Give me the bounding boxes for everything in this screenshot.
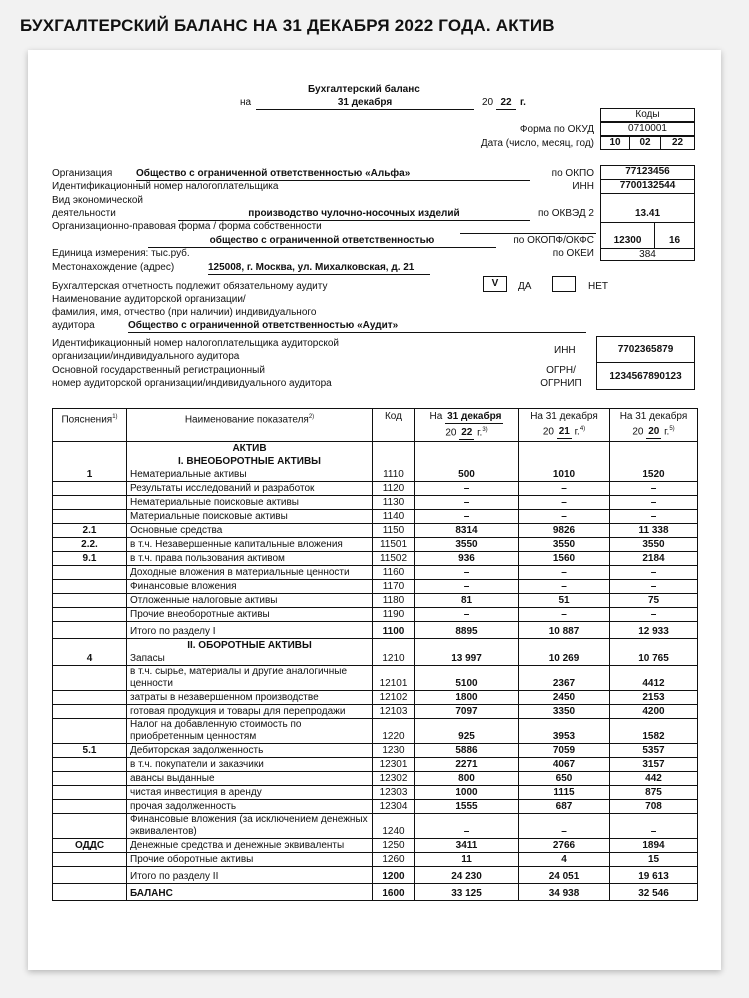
row-code: 11502 bbox=[373, 552, 415, 566]
row-value-2021: – bbox=[519, 608, 610, 622]
balance-table bbox=[52, 408, 698, 901]
ogrn-short-1: ОГРН/ bbox=[546, 365, 576, 376]
row-code: 1120 bbox=[373, 482, 415, 496]
row-value-2020: 4200 bbox=[610, 705, 698, 719]
row-value-2020: 708 bbox=[610, 800, 698, 814]
row-note bbox=[53, 510, 127, 524]
table-row bbox=[53, 482, 698, 496]
table-row bbox=[53, 839, 698, 853]
row-note bbox=[53, 580, 127, 594]
row-note bbox=[53, 639, 127, 653]
row-code: 1150 bbox=[373, 524, 415, 538]
unit-label: Единица измерения: тыс.руб. bbox=[52, 248, 190, 259]
row-code: 1200 bbox=[373, 867, 415, 884]
row-note: 1 bbox=[53, 468, 127, 482]
table-row bbox=[53, 744, 698, 758]
row-note bbox=[53, 442, 127, 456]
row-name: Прочие внеоборотные активы bbox=[127, 608, 373, 622]
location-label: Местонахождение (адрес) bbox=[52, 262, 175, 273]
row-note bbox=[53, 594, 127, 608]
row-note bbox=[53, 884, 127, 901]
row-value-2022: – bbox=[415, 566, 519, 580]
row-note bbox=[53, 482, 127, 496]
row-value-2022: 8895 bbox=[415, 622, 519, 639]
row-code: 12303 bbox=[373, 786, 415, 800]
row-note: ОДДС bbox=[53, 839, 127, 853]
row-value-2022: 500 bbox=[415, 468, 519, 482]
form-year-suffix: г. bbox=[520, 97, 526, 108]
okei-label: по ОКЕИ bbox=[552, 248, 594, 259]
row-note: 2.2. bbox=[53, 538, 127, 552]
row-value-2020: 1520 bbox=[610, 468, 698, 482]
table-row bbox=[53, 666, 698, 691]
row-name: в т.ч. права пользования активом bbox=[127, 552, 373, 566]
row-note bbox=[53, 814, 127, 839]
okei-value: 384 bbox=[600, 248, 695, 261]
row-value-2021: 3350 bbox=[519, 705, 610, 719]
row-value-2020: 11 338 bbox=[610, 524, 698, 538]
row-name: АКТИВ bbox=[127, 442, 373, 456]
codes-header: Коды bbox=[600, 108, 695, 122]
row-note: 2.1 bbox=[53, 524, 127, 538]
row-name: Налог на добавленную стоимость по приобретенным ценностям bbox=[127, 719, 373, 744]
table-row bbox=[53, 814, 698, 839]
audit-yes-label: ДА bbox=[518, 281, 532, 292]
location-value: 125008, г. Москва, ул. Михалковская, д. 21 bbox=[208, 262, 430, 275]
row-note: 5.1 bbox=[53, 744, 127, 758]
row-code: 1210 bbox=[373, 652, 415, 666]
row-value-2022: 3411 bbox=[415, 839, 519, 853]
row-note bbox=[53, 608, 127, 622]
table-row bbox=[53, 758, 698, 772]
row-value-2022: – bbox=[415, 814, 519, 839]
table-row bbox=[53, 719, 698, 744]
row-name: Материальные поисковые активы bbox=[127, 510, 373, 524]
okud-value: 0710001 bbox=[600, 122, 695, 136]
activity-label-2: деятельности bbox=[52, 208, 116, 219]
row-value-2020: 2153 bbox=[610, 691, 698, 705]
row-value-2021: 51 bbox=[519, 594, 610, 608]
row-code bbox=[373, 442, 415, 456]
row-code: 1260 bbox=[373, 853, 415, 867]
row-value-2022: – bbox=[415, 510, 519, 524]
row-value-2022 bbox=[415, 455, 519, 468]
row-value-2021: 1560 bbox=[519, 552, 610, 566]
row-value-2020: 12 933 bbox=[610, 622, 698, 639]
row-value-2020: 10 765 bbox=[610, 652, 698, 666]
row-name: Отложенные налоговые активы bbox=[127, 594, 373, 608]
form-on-label: на bbox=[240, 97, 252, 108]
row-code: 1250 bbox=[373, 839, 415, 853]
ogrn-value: 1234567890123 bbox=[596, 362, 695, 390]
okved-value: 13.41 bbox=[600, 193, 695, 223]
row-value-2022: – bbox=[415, 496, 519, 510]
row-value-2021: 2367 bbox=[519, 666, 610, 691]
row-name: в т.ч. покупатели и заказчики bbox=[127, 758, 373, 772]
auditor-value: Общество с ограниченной ответственностью «Аудит» bbox=[128, 320, 586, 333]
audit-no-checkbox[interactable] bbox=[552, 276, 576, 292]
table-row bbox=[53, 622, 698, 639]
row-code: 1230 bbox=[373, 744, 415, 758]
okopf-label: по ОКОПФ/ОКФС bbox=[513, 235, 594, 246]
row-note bbox=[53, 691, 127, 705]
table-row bbox=[53, 468, 698, 482]
table-row bbox=[53, 867, 698, 884]
row-value-2021: 4 bbox=[519, 853, 610, 867]
row-value-2022: 1800 bbox=[415, 691, 519, 705]
row-code: 1100 bbox=[373, 622, 415, 639]
row-value-2021 bbox=[519, 442, 610, 456]
okopf-value: 12300 bbox=[600, 222, 655, 249]
row-value-2021: – bbox=[519, 814, 610, 839]
inn-label-full: Идентификационный номер налогоплательщика bbox=[52, 181, 279, 192]
table-row bbox=[53, 652, 698, 666]
row-value-2021: – bbox=[519, 496, 610, 510]
row-value-2020: 1894 bbox=[610, 839, 698, 853]
ogrn-label-1: Основной государственный регистрационный bbox=[52, 365, 265, 376]
row-value-2022: 2271 bbox=[415, 758, 519, 772]
row-value-2021: 2450 bbox=[519, 691, 610, 705]
table-row bbox=[53, 853, 698, 867]
row-code: 1170 bbox=[373, 580, 415, 594]
auditor-inn-label-1: Идентификационный номер налогоплательщика аудиторской bbox=[52, 338, 340, 349]
table-row bbox=[53, 884, 698, 901]
audit-question: Бухгалтерская отчетность подлежит обязательному аудиту bbox=[52, 281, 328, 292]
row-value-2021: 10 269 bbox=[519, 652, 610, 666]
row-name: Итого по разделу I bbox=[127, 622, 373, 639]
row-value-2020: – bbox=[610, 566, 698, 580]
auditor-inn-label-2: организации/индивидуального аудитора bbox=[52, 351, 240, 362]
row-note bbox=[53, 853, 127, 867]
row-note: 9.1 bbox=[53, 552, 127, 566]
row-name: чистая инвестиция в аренду bbox=[127, 786, 373, 800]
form-title: Бухгалтерский баланс bbox=[308, 84, 420, 95]
table-row bbox=[53, 691, 698, 705]
row-value-2021: 3953 bbox=[519, 719, 610, 744]
row-value-2021: 9826 bbox=[519, 524, 610, 538]
balance-sheet-document bbox=[28, 50, 721, 970]
form-year: 22 bbox=[496, 97, 516, 110]
legal-form-label: Организационно-правовая форма / форма собственности bbox=[52, 221, 322, 232]
table-row bbox=[53, 552, 698, 566]
row-value-2020: 3550 bbox=[610, 538, 698, 552]
row-value-2021: – bbox=[519, 482, 610, 496]
row-code: 12103 bbox=[373, 705, 415, 719]
row-code: 1140 bbox=[373, 510, 415, 524]
row-value-2020: 1582 bbox=[610, 719, 698, 744]
col-code-header: Код bbox=[373, 409, 415, 442]
row-value-2022: 81 bbox=[415, 594, 519, 608]
row-name: Нематериальные активы bbox=[127, 468, 373, 482]
row-value-2020: – bbox=[610, 608, 698, 622]
row-note bbox=[53, 705, 127, 719]
ogrn-short-2: ОГРНИП bbox=[540, 378, 582, 389]
table-row bbox=[53, 772, 698, 786]
audit-yes-checkbox[interactable]: V bbox=[483, 276, 507, 292]
row-value-2022: 5100 bbox=[415, 666, 519, 691]
row-note bbox=[53, 666, 127, 691]
row-value-2021: 4067 bbox=[519, 758, 610, 772]
row-name: Дебиторская задолженность bbox=[127, 744, 373, 758]
row-note bbox=[53, 800, 127, 814]
row-code: 1220 bbox=[373, 719, 415, 744]
row-name: прочая задолженность bbox=[127, 800, 373, 814]
form-date: 31 декабря bbox=[256, 97, 474, 110]
row-name: II. ОБОРОТНЫЕ АКТИВЫ bbox=[127, 639, 373, 653]
row-value-2022: – bbox=[415, 608, 519, 622]
table-row bbox=[53, 538, 698, 552]
row-note bbox=[53, 566, 127, 580]
row-note bbox=[53, 772, 127, 786]
row-name: Доходные вложения в материальные ценности bbox=[127, 566, 373, 580]
row-value-2020: 3157 bbox=[610, 758, 698, 772]
row-code: 1600 bbox=[373, 884, 415, 901]
row-name: Итого по разделу II bbox=[127, 867, 373, 884]
row-value-2020: 4412 bbox=[610, 666, 698, 691]
okpo-value: 77123456 bbox=[600, 165, 695, 180]
row-value-2020: – bbox=[610, 814, 698, 839]
col-period3-header: На 31 декабря 20 20 г.$^{5)}$ bbox=[610, 409, 698, 442]
row-name: БАЛАНС bbox=[127, 884, 373, 901]
table-row bbox=[53, 705, 698, 719]
col-period2-header: На 31 декабря 20 21 г.$^{4)}$ bbox=[519, 409, 610, 442]
row-note: 4 bbox=[53, 652, 127, 666]
row-value-2022: 1555 bbox=[415, 800, 519, 814]
row-value-2020: 19 613 bbox=[610, 867, 698, 884]
row-value-2021: 7059 bbox=[519, 744, 610, 758]
row-name: I. ВНЕОБОРОТНЫЕ АКТИВЫ bbox=[127, 455, 373, 468]
col-name-header: Наименование показателя$^{2)}$ bbox=[127, 409, 373, 442]
row-value-2020: 75 bbox=[610, 594, 698, 608]
row-value-2020: 32 546 bbox=[610, 884, 698, 901]
org-label: Организация bbox=[52, 168, 113, 179]
row-value-2022: 11 bbox=[415, 853, 519, 867]
ogrn-label-2: номер аудиторской организации/индивидуального аудитора bbox=[52, 378, 332, 389]
row-value-2020: 875 bbox=[610, 786, 698, 800]
col-period1-header: На 31 декабря 20 22 г.$^{3)}$ bbox=[415, 409, 519, 442]
inn-value: 7700132544 bbox=[600, 179, 695, 194]
row-name: Денежные средства и денежные эквиваленты bbox=[127, 839, 373, 853]
date-day: 10 bbox=[600, 136, 630, 150]
row-value-2022: 5886 bbox=[415, 744, 519, 758]
date-year: 22 bbox=[660, 136, 695, 150]
row-code: 11501 bbox=[373, 538, 415, 552]
row-note bbox=[53, 719, 127, 744]
row-value-2021: 650 bbox=[519, 772, 610, 786]
table-row bbox=[53, 442, 698, 456]
table-row bbox=[53, 608, 698, 622]
row-value-2021: 1115 bbox=[519, 786, 610, 800]
col-notes-header: Пояснения$^{1)}$ bbox=[53, 409, 127, 442]
row-value-2020: 5357 bbox=[610, 744, 698, 758]
table-row bbox=[53, 524, 698, 538]
row-value-2022: 800 bbox=[415, 772, 519, 786]
okud-label: Форма по ОКУД bbox=[519, 124, 594, 135]
row-value-2022: 1000 bbox=[415, 786, 519, 800]
row-value-2020 bbox=[610, 442, 698, 456]
row-name: в т.ч. сырье, материалы и другие аналогичные ценности bbox=[127, 666, 373, 691]
row-name: Прочие оборотные активы bbox=[127, 853, 373, 867]
row-value-2021: 2766 bbox=[519, 839, 610, 853]
row-name: Нематериальные поисковые активы bbox=[127, 496, 373, 510]
row-note bbox=[53, 758, 127, 772]
row-value-2020: 442 bbox=[610, 772, 698, 786]
row-value-2021: – bbox=[519, 580, 610, 594]
row-name: затраты в незавершенном производстве bbox=[127, 691, 373, 705]
row-value-2020: 15 bbox=[610, 853, 698, 867]
row-value-2022: 7097 bbox=[415, 705, 519, 719]
row-value-2021: 1010 bbox=[519, 468, 610, 482]
row-value-2020 bbox=[610, 455, 698, 468]
table-row bbox=[53, 455, 698, 468]
table-row bbox=[53, 639, 698, 653]
row-value-2022: 936 bbox=[415, 552, 519, 566]
table-row bbox=[53, 580, 698, 594]
date-month: 02 bbox=[629, 136, 661, 150]
row-value-2020: 2184 bbox=[610, 552, 698, 566]
row-note bbox=[53, 455, 127, 468]
legal-form-value: общество с ограниченной ответственностью bbox=[148, 235, 496, 248]
row-value-2021 bbox=[519, 639, 610, 653]
auditor-inn-short: ИНН bbox=[554, 345, 576, 356]
row-name: авансы выданные bbox=[127, 772, 373, 786]
row-value-2020: – bbox=[610, 580, 698, 594]
row-name: Основные средства bbox=[127, 524, 373, 538]
table-header-row bbox=[53, 409, 698, 442]
row-code: 12101 bbox=[373, 666, 415, 691]
row-value-2022: 24 230 bbox=[415, 867, 519, 884]
row-code bbox=[373, 455, 415, 468]
auditor-label-2: фамилия, имя, отчество (при наличии) индивидуального bbox=[52, 307, 317, 318]
date-label: Дата (число, месяц, год) bbox=[480, 138, 594, 149]
row-name: готовая продукция и товары для перепродажи bbox=[127, 705, 373, 719]
table-row bbox=[53, 800, 698, 814]
row-note bbox=[53, 867, 127, 884]
row-name: Запасы bbox=[127, 652, 373, 666]
table-row bbox=[53, 594, 698, 608]
table-row bbox=[53, 496, 698, 510]
row-value-2021: 24 051 bbox=[519, 867, 610, 884]
row-code: 1240 bbox=[373, 814, 415, 839]
inn-label: ИНН bbox=[572, 181, 594, 192]
row-code: 1110 bbox=[373, 468, 415, 482]
row-note bbox=[53, 786, 127, 800]
row-value-2021: 687 bbox=[519, 800, 610, 814]
row-value-2020: – bbox=[610, 510, 698, 524]
row-code bbox=[373, 639, 415, 653]
row-value-2022: 3550 bbox=[415, 538, 519, 552]
auditor-label-1: Наименование аудиторской организации/ bbox=[52, 294, 246, 305]
form-year-prefix: 20 bbox=[482, 97, 494, 108]
org-value: Общество с ограниченной ответственностью «Альфа» bbox=[136, 168, 530, 181]
okfs-value: 16 bbox=[654, 222, 695, 249]
row-value-2021: – bbox=[519, 566, 610, 580]
row-value-2021: 10 887 bbox=[519, 622, 610, 639]
row-value-2022: – bbox=[415, 580, 519, 594]
row-code: 1180 bbox=[373, 594, 415, 608]
row-code: 12301 bbox=[373, 758, 415, 772]
page-heading: БУХГАЛТЕРСКИЙ БАЛАНС НА 31 ДЕКАБРЯ 2022 ГОДА. АКТИВ bbox=[20, 16, 555, 35]
row-note bbox=[53, 622, 127, 639]
row-value-2020: – bbox=[610, 482, 698, 496]
row-name: в т.ч. Незавершенные капитальные вложения bbox=[127, 538, 373, 552]
row-code: 1130 bbox=[373, 496, 415, 510]
row-code: 12302 bbox=[373, 772, 415, 786]
row-code: 1160 bbox=[373, 566, 415, 580]
activity-value: производство чулочно-носочных изделий bbox=[178, 208, 530, 221]
row-value-2021 bbox=[519, 455, 610, 468]
table-row bbox=[53, 566, 698, 580]
okpo-label: по ОКПО bbox=[551, 168, 594, 179]
row-name: Результаты исследований и разработок bbox=[127, 482, 373, 496]
row-code: 1190 bbox=[373, 608, 415, 622]
row-value-2022: 13 997 bbox=[415, 652, 519, 666]
row-value-2022: 33 125 bbox=[415, 884, 519, 901]
row-value-2022 bbox=[415, 639, 519, 653]
row-value-2022 bbox=[415, 442, 519, 456]
okved-label: по ОКВЭД 2 bbox=[538, 208, 594, 219]
row-name: Финансовые вложения bbox=[127, 580, 373, 594]
row-value-2021: 3550 bbox=[519, 538, 610, 552]
row-note bbox=[53, 496, 127, 510]
row-value-2022: 925 bbox=[415, 719, 519, 744]
audit-no-label: НЕТ bbox=[588, 281, 608, 292]
auditor-label-3: аудитора bbox=[52, 320, 95, 331]
auditor-inn-value: 7702365879 bbox=[596, 336, 695, 363]
row-value-2020 bbox=[610, 639, 698, 653]
row-code: 12102 bbox=[373, 691, 415, 705]
row-value-2022: – bbox=[415, 482, 519, 496]
table-row bbox=[53, 510, 698, 524]
activity-label-1: Вид экономической bbox=[52, 195, 143, 206]
row-value-2021: – bbox=[519, 510, 610, 524]
row-value-2021: 34 938 bbox=[519, 884, 610, 901]
row-value-2020: – bbox=[610, 496, 698, 510]
row-name: Финансовые вложения (за исключением денежных эквивалентов) bbox=[127, 814, 373, 839]
row-code: 12304 bbox=[373, 800, 415, 814]
table-row bbox=[53, 786, 698, 800]
row-value-2022: 8314 bbox=[415, 524, 519, 538]
